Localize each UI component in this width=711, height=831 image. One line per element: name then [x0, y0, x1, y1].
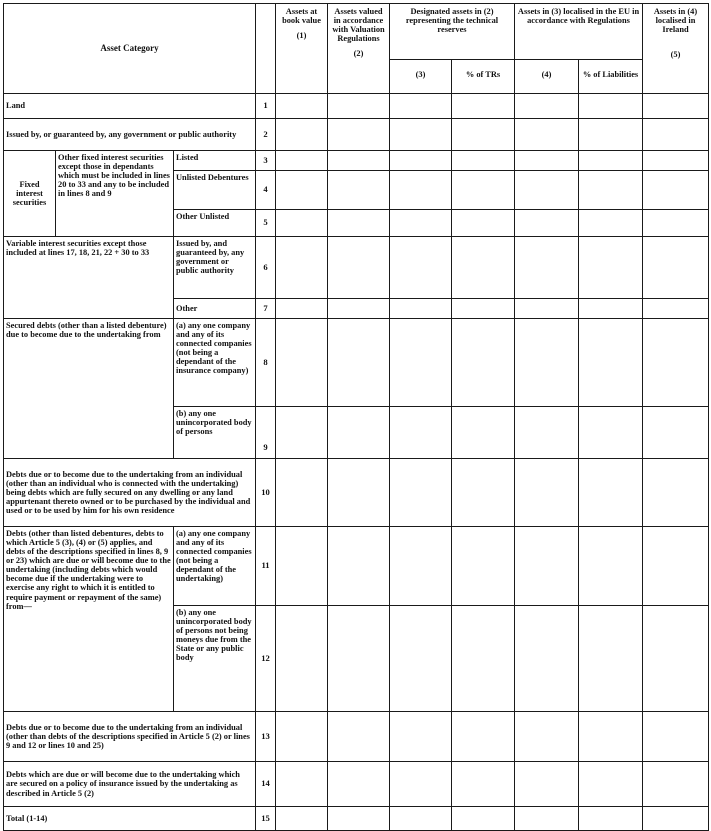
- row-label-debts-company: (a) any one company and any of its connected companies (not being a dependant of the undertaking): [174, 527, 256, 606]
- value-cell[interactable]: [579, 151, 643, 171]
- value-cell[interactable]: [276, 171, 328, 210]
- value-cell[interactable]: [515, 762, 579, 807]
- col4-percent-header: % of Liabilities: [579, 60, 643, 94]
- value-cell[interactable]: [452, 210, 515, 237]
- value-cell[interactable]: [643, 319, 709, 407]
- total-cell[interactable]: [328, 807, 390, 831]
- fixed-interest-group-label: Fixed interest securities: [4, 151, 56, 237]
- value-cell[interactable]: [643, 762, 709, 807]
- value-cell[interactable]: [390, 712, 452, 762]
- value-cell[interactable]: [452, 712, 515, 762]
- value-cell[interactable]: [452, 459, 515, 527]
- col5-number: (5): [670, 50, 681, 60]
- value-cell[interactable]: [328, 319, 390, 407]
- value-cell[interactable]: [579, 712, 643, 762]
- variable-interest-description: Variable interest securities except those included at lines 17, 18, 21, 22 + 30 to 33: [4, 237, 174, 319]
- value-cell[interactable]: [452, 237, 515, 299]
- value-cell[interactable]: [643, 712, 709, 762]
- line-number: 2: [256, 119, 276, 151]
- row-label-unlisted-debentures: Unlisted Debentures: [174, 171, 256, 210]
- col5-title: Assets in (4) localised in Ireland: [653, 7, 698, 35]
- line-number: 9: [256, 407, 276, 459]
- value-cell[interactable]: [515, 119, 579, 151]
- table-row: [4, 527, 709, 606]
- value-cell[interactable]: [643, 171, 709, 210]
- line-number: 15: [256, 807, 276, 831]
- value-cell[interactable]: [515, 407, 579, 459]
- debts-description: Debts (other than listed debentures, debts to which Article 5 (3), (4) or (5) applies, and debts of the descriptions specified in lines 8, 9 or 23) which are due or will become due to the undertaking (including debts which would become due if the undertaking were to exercise any right to which it is entitled to require payment or repayment of the same) from—: [4, 527, 174, 712]
- col3-percent-header: % of TRs: [452, 60, 515, 94]
- value-cell[interactable]: [515, 527, 579, 606]
- row-label-land: Land: [4, 94, 256, 119]
- line-number: 14: [256, 762, 276, 807]
- value-cell[interactable]: [643, 459, 709, 527]
- value-cell[interactable]: [328, 299, 390, 319]
- value-cell[interactable]: [390, 407, 452, 459]
- col3-number: (3): [390, 60, 452, 94]
- value-cell[interactable]: [515, 237, 579, 299]
- value-cell[interactable]: [276, 762, 328, 807]
- value-cell[interactable]: [390, 606, 452, 712]
- value-cell[interactable]: [276, 319, 328, 407]
- value-cell[interactable]: [452, 527, 515, 606]
- row-label-individual-debts: Debts due or to become due to the undertaking from an individual (other than debts of the descriptions specified in Article 5 (2) or lines 9 and 12 or lines 10 and 25): [4, 712, 256, 762]
- total-cell[interactable]: [643, 807, 709, 831]
- value-cell[interactable]: [515, 210, 579, 237]
- value-cell[interactable]: [328, 606, 390, 712]
- value-cell[interactable]: [515, 606, 579, 712]
- table-row: [4, 151, 709, 171]
- value-cell[interactable]: [328, 762, 390, 807]
- value-cell[interactable]: [328, 171, 390, 210]
- value-cell[interactable]: [643, 527, 709, 606]
- value-cell[interactable]: [579, 119, 643, 151]
- col2-number: (2): [353, 49, 364, 59]
- value-cell[interactable]: [515, 712, 579, 762]
- table-row: [4, 459, 709, 527]
- value-cell[interactable]: [390, 299, 452, 319]
- row-label-policy-debts: Debts which are due or will become due to the undertaking which are secured on a policy of insurance issued by the undertaking as described in Article 5 (2): [4, 762, 256, 807]
- line-number: 5: [256, 210, 276, 237]
- value-cell[interactable]: [328, 459, 390, 527]
- asset-schedule-form: [3, 3, 708, 823]
- col2-title: Assets valued in accordance with Valuation Regulations: [332, 7, 385, 44]
- value-cell[interactable]: [452, 319, 515, 407]
- value-cell[interactable]: [276, 151, 328, 171]
- value-cell[interactable]: [452, 151, 515, 171]
- line-number: 8: [256, 319, 276, 407]
- value-cell[interactable]: [276, 210, 328, 237]
- value-cell[interactable]: [579, 762, 643, 807]
- value-cell[interactable]: [276, 407, 328, 459]
- value-cell[interactable]: [328, 712, 390, 762]
- line-number: 7: [256, 299, 276, 319]
- value-cell[interactable]: [452, 407, 515, 459]
- total-cell[interactable]: [390, 807, 452, 831]
- row-label-listed: Listed: [174, 151, 256, 171]
- value-cell[interactable]: [579, 527, 643, 606]
- asset-category-header: Asset Category: [4, 4, 256, 94]
- value-cell[interactable]: [276, 299, 328, 319]
- value-cell[interactable]: [643, 210, 709, 237]
- total-cell[interactable]: [276, 807, 328, 831]
- value-cell[interactable]: [579, 210, 643, 237]
- value-cell[interactable]: [390, 94, 452, 119]
- value-cell[interactable]: [515, 94, 579, 119]
- row-label-debts-unincorporated: (b) any one unincorporated body of persons not being moneys due from the State or any public body: [174, 606, 256, 712]
- value-cell[interactable]: [579, 459, 643, 527]
- value-cell[interactable]: [328, 210, 390, 237]
- line-number: 1: [256, 94, 276, 119]
- row-label-total: Total (1-14): [4, 807, 256, 831]
- value-cell[interactable]: [452, 119, 515, 151]
- row-label-secured-company: (a) any one company and any of its connected companies (not being a dependant of the insurance company): [174, 319, 256, 407]
- row-label-government: Issued by, or guaranteed by, any government or public authority: [4, 119, 256, 151]
- col3-group-header: Designated assets in (2) representing the technical reserves: [390, 4, 515, 60]
- value-cell[interactable]: [579, 237, 643, 299]
- value-cell[interactable]: [643, 237, 709, 299]
- table-row: [4, 119, 709, 151]
- line-number: 6: [256, 237, 276, 299]
- value-cell[interactable]: [328, 237, 390, 299]
- total-cell[interactable]: [579, 807, 643, 831]
- value-cell[interactable]: [452, 606, 515, 712]
- value-cell[interactable]: [328, 151, 390, 171]
- value-cell[interactable]: [643, 606, 709, 712]
- row-label-secured-unincorporated: (b) any one unincorporated body of persons: [174, 407, 256, 459]
- value-cell[interactable]: [276, 119, 328, 151]
- value-cell[interactable]: [579, 606, 643, 712]
- value-cell[interactable]: [643, 151, 709, 171]
- value-cell[interactable]: [390, 171, 452, 210]
- value-cell[interactable]: [515, 299, 579, 319]
- line-number: 4: [256, 171, 276, 210]
- table-row: [4, 712, 709, 762]
- fixed-interest-description: Other fixed interest securities except those in dependants which must be included in lines 20 to 33 and any to be included in lines 8 and 9: [56, 151, 174, 237]
- value-cell[interactable]: [643, 119, 709, 151]
- value-cell[interactable]: [390, 119, 452, 151]
- value-cell[interactable]: [276, 237, 328, 299]
- line-number: 3: [256, 151, 276, 171]
- line-number-header: [256, 4, 276, 94]
- value-cell[interactable]: [452, 299, 515, 319]
- value-cell[interactable]: [643, 94, 709, 119]
- value-cell[interactable]: [515, 171, 579, 210]
- value-cell[interactable]: [515, 459, 579, 527]
- value-cell[interactable]: [579, 171, 643, 210]
- value-cell[interactable]: [276, 459, 328, 527]
- line-number: 10: [256, 459, 276, 527]
- col2-header: [328, 4, 390, 94]
- value-cell[interactable]: [328, 94, 390, 119]
- value-cell[interactable]: [643, 407, 709, 459]
- value-cell[interactable]: [328, 527, 390, 606]
- value-cell[interactable]: [515, 319, 579, 407]
- table-row: [4, 762, 709, 807]
- col5-header: [643, 4, 709, 94]
- value-cell[interactable]: [328, 119, 390, 151]
- value-cell[interactable]: [390, 762, 452, 807]
- value-cell[interactable]: [276, 94, 328, 119]
- value-cell[interactable]: [515, 151, 579, 171]
- value-cell[interactable]: [579, 319, 643, 407]
- row-label-other-unlisted: Other Unlisted: [174, 210, 256, 237]
- line-number: 12: [256, 606, 276, 712]
- value-cell[interactable]: [452, 762, 515, 807]
- line-number: 11: [256, 527, 276, 606]
- value-cell[interactable]: [452, 94, 515, 119]
- row-label-variable-government: Issued by, and guaranteed by, any government or public authority: [174, 237, 256, 299]
- line-number: 13: [256, 712, 276, 762]
- total-cell[interactable]: [515, 807, 579, 831]
- total-cell[interactable]: [452, 807, 515, 831]
- asset-category-table: [3, 3, 709, 831]
- value-cell[interactable]: [276, 606, 328, 712]
- col1-number: (1): [296, 31, 307, 41]
- table-row: [4, 94, 709, 119]
- value-cell[interactable]: [390, 319, 452, 407]
- secured-debts-description: Secured debts (other than a listed debenture) due to become due to the undertaking from: [4, 319, 174, 459]
- table-row: [4, 807, 709, 831]
- row-label-dwelling-debts: Debts due or to become due to the undertaking from an individual (other than an individual who is connected with the undertaking) being debts which are fully secured on any dwelling or any land appurtenant thereto owned or to be purchased by the individual and used or to be used by him for his own residence: [4, 459, 256, 527]
- col1-title: Assets at book value: [282, 7, 321, 26]
- value-cell[interactable]: [579, 94, 643, 119]
- value-cell[interactable]: [390, 210, 452, 237]
- value-cell[interactable]: [579, 299, 643, 319]
- value-cell[interactable]: [390, 151, 452, 171]
- col4-number: (4): [515, 60, 579, 94]
- value-cell[interactable]: [390, 459, 452, 527]
- value-cell[interactable]: [643, 299, 709, 319]
- value-cell[interactable]: [390, 237, 452, 299]
- value-cell[interactable]: [276, 712, 328, 762]
- value-cell[interactable]: [328, 407, 390, 459]
- col1-header: [276, 4, 328, 94]
- value-cell[interactable]: [452, 171, 515, 210]
- value-cell[interactable]: [390, 527, 452, 606]
- value-cell[interactable]: [579, 407, 643, 459]
- table-row: [4, 237, 709, 299]
- row-label-variable-other: Other: [174, 299, 256, 319]
- table-row: [4, 319, 709, 407]
- value-cell[interactable]: [276, 527, 328, 606]
- col4-group-header: Assets in (3) localised in the EU in accordance with Regulations: [515, 4, 643, 60]
